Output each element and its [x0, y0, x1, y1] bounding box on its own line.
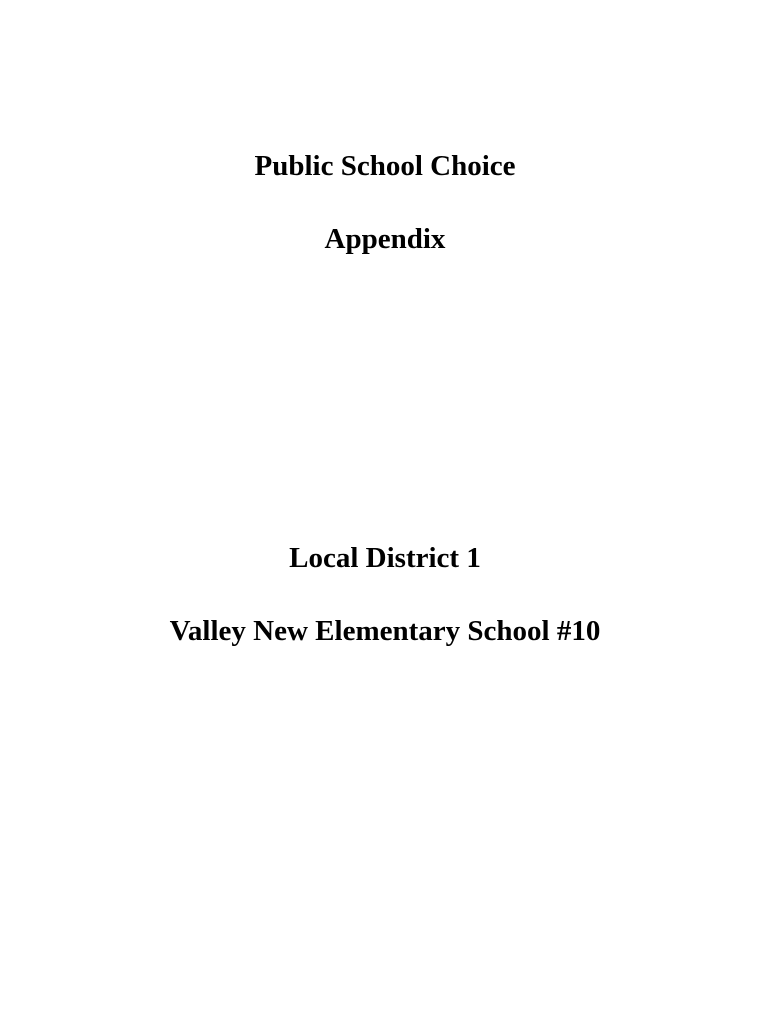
district-name: Local District 1: [289, 542, 481, 574]
school-name: Valley New Elementary School #10: [169, 615, 601, 647]
document-title: Public School Choice: [254, 150, 516, 182]
document-subtitle: Appendix: [324, 223, 446, 255]
